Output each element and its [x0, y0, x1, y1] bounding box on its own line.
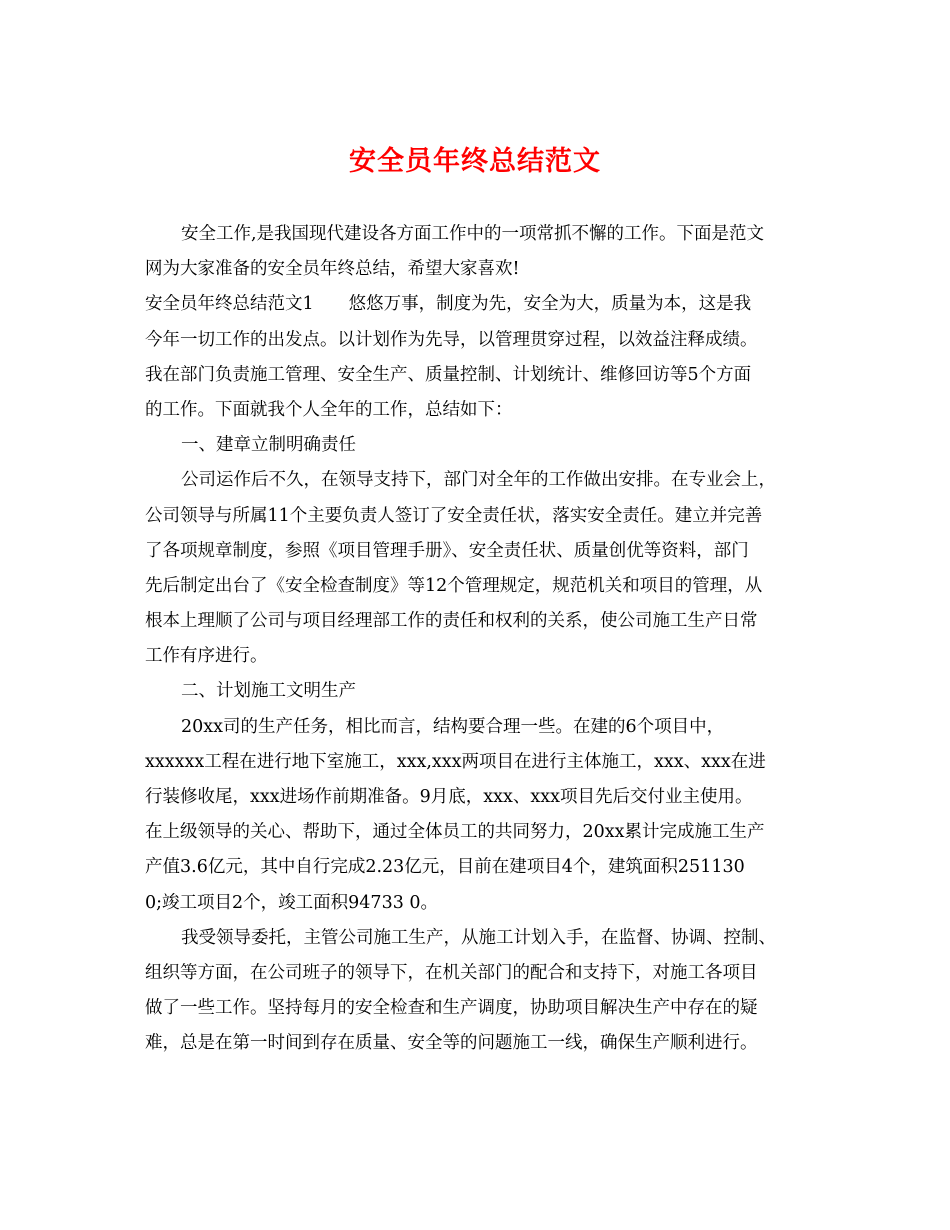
paragraph-line: 安全员年终总结范文1 悠悠万事，制度为先，安全为大，质量为本，这是我 — [145, 294, 752, 315]
paragraph-line: 产值3.6亿元，其中自行完成2.23亿元，目前在建项目4个，建筑面积251130 — [145, 857, 745, 878]
paragraph-line: 20xx司的生产任务，相比而言，结构要合理一些。在建的6个项目中， — [181, 716, 725, 737]
paragraph-line: xxxxxx工程在进行地下室施工，xxx,xxx两项目在进行主体施工，xxx、xxx在进 — [145, 751, 766, 772]
paragraph-line: 行装修收尾，xxx进场作前期准备。9月底，xxx、xxx项目先后交付业主使用。 — [145, 787, 753, 807]
paragraph-line: 安全工作,是我国现代建设各方面工作中的一项常抓不懈的工作。下面是范文 — [181, 224, 765, 244]
paragraph-line: 做了一些工作。坚持每月的安全检查和生产调度，协助项目解决生产中存在的疑 — [145, 998, 758, 1019]
paragraph-line: 工作有序进行。 — [145, 646, 268, 667]
paragraph-line: 我受领导委托，主管公司施工生产，从施工计划入手，在监督、协调、控制、 — [181, 927, 776, 948]
paragraph-line: 公司运作后不久，在领导支持下，部门对全年的工作做出安排。在专业会上， — [181, 470, 776, 491]
paragraph-line: 根本上理顺了公司与项目经理部工作的责任和权利的关系，使公司施工生产日常 — [145, 611, 758, 632]
paragraph-line: 在上级领导的关心、帮助下，通过全体员工的共同努力，20xx累计完成施工生产 — [145, 822, 765, 843]
document-body — [145, 217, 811, 1062]
paragraph-line: 难，总是在第一时间到存在质量、安全等的问题施工一线，确保生产顺利进行。 — [145, 1033, 758, 1054]
paragraph-line: 0;竣工项目2个，竣工面积94733 0。 — [145, 892, 439, 913]
paragraph-line: 我在部门负责施工管理、安全生产、质量控制、计划统计、维修回访等5个方面 — [145, 364, 752, 385]
paragraph-line: 网为大家准备的安全员年终总结，希望大家喜欢! — [145, 259, 520, 280]
paragraph-line: 的工作。下面就我个人全年的工作，总结如下： — [145, 399, 513, 420]
section-heading: 二、计划施工文明生产 — [181, 681, 356, 702]
section-heading: 一、建章立制明确责任 — [181, 435, 356, 456]
paragraph-line: 今年一切工作的出发点。以计划作为先导，以管理贯穿过程，以效益注释成绩。 — [145, 329, 758, 350]
paragraph-line: 先后制定出台了《安全检查制度》等12个管理规定，规范机关和项目的管理，从 — [145, 575, 763, 596]
document-title: 安全员年终总结范文 — [349, 146, 601, 177]
paragraph-line: 组织等方面，在公司班子的领导下，在机关部门的配合和支持下，对施工各项目 — [145, 962, 758, 983]
paragraph-line: 了各项规章制度，参照《项目管理手册》、安全责任状、质量创优等资料，部门 — [145, 540, 749, 561]
paragraph-line: 公司领导与所属11个主要负责人签订了安全责任状，落实安全责任。建立并完善 — [145, 505, 763, 526]
